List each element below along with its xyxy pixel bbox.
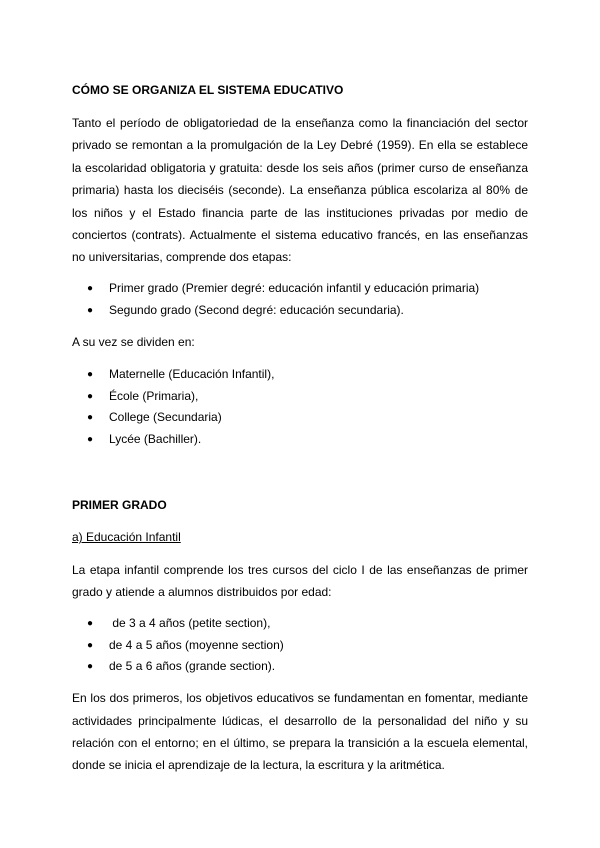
closing-paragraph: En los dos primeros, los objetivos educativos se fundamentan en fomentar, mediante actividades principalmente lúdicas, el desarrollo de la personalidad del niño y su relación con el entorno; en el último, se prepara la transición a la escuela elemental, donde se inicia el aprendizaje de la lectura, la escritura y la aritmética. [72, 691, 528, 773]
list-item-text: Primer grado (Premier degré: educación infantil y educación primaria) [109, 280, 480, 295]
list-item [72, 656, 528, 678]
list-item [72, 364, 528, 386]
list-item [72, 429, 528, 451]
list-item-text: École (Primaria), [109, 388, 199, 403]
bullet-icon: ● [87, 661, 94, 673]
subdivide-paragraph: A su vez se dividen en: [72, 335, 195, 350]
bullet-icon: ● [87, 617, 94, 629]
list-item-text: Lycée (Bachiller). [109, 432, 202, 447]
bullet-icon: ● [87, 282, 94, 294]
ages-list [72, 613, 528, 678]
bullet-icon: ● [87, 368, 94, 380]
levels-list [72, 364, 528, 451]
bullet-icon: ● [87, 434, 94, 446]
list-item [72, 386, 528, 408]
section-heading-primer-grado: PRIMER GRADO [72, 498, 167, 513]
list-item-text: de 5 a 6 años (grande section). [109, 659, 276, 674]
list-item-text: College (Secundaria) [109, 410, 222, 425]
section-heading-sistema-educativo: CÓMO SE ORGANIZA EL SISTEMA EDUCATIVO [72, 83, 344, 97]
bullet-icon: ● [87, 639, 94, 651]
list-item [72, 407, 528, 429]
stages-list [72, 278, 528, 322]
intro-paragraph: Tanto el período de obligatoriedad de la enseñanza como la financiación del sector privado se remontan a la promulgación de la Ley Debré (1959). En ella se establece la escolaridad obligatoria y gratuita: desde los seis años (primer curso de enseñanza primaria) hasta los dieciséis (seconde). La enseñanza pública escolariza al 80% de los niños y el Estado financia parte de las instituciones privadas por medio de conciertos (contrats). Actualmente el sistema educativo francés, en las enseñanzas no universitarias, comprende dos etapas: [72, 116, 528, 265]
list-item [72, 278, 528, 300]
bullet-icon: ● [87, 304, 94, 316]
infantil-intro-paragraph: La etapa infantil comprende los tres cursos del ciclo I de las enseñanzas de primer grado y atiende a alumnos distribuidos por edad: [72, 563, 528, 600]
list-item-text: Segundo grado (Second degré: educación secundaria). [109, 302, 404, 317]
list-item [72, 613, 528, 635]
bullet-icon: ● [87, 412, 94, 424]
list-item [72, 635, 528, 657]
subheading-educacion-infantil: a) Educación Infantil [72, 530, 181, 545]
list-item-text: de 4 a 5 años (moyenne section) [109, 637, 284, 652]
bullet-icon: ● [87, 390, 94, 402]
list-item-text: de 3 a 4 años (petite section), [109, 615, 271, 630]
list-item [72, 300, 528, 322]
list-item-text: Maternelle (Educación Infantil), [109, 366, 275, 381]
